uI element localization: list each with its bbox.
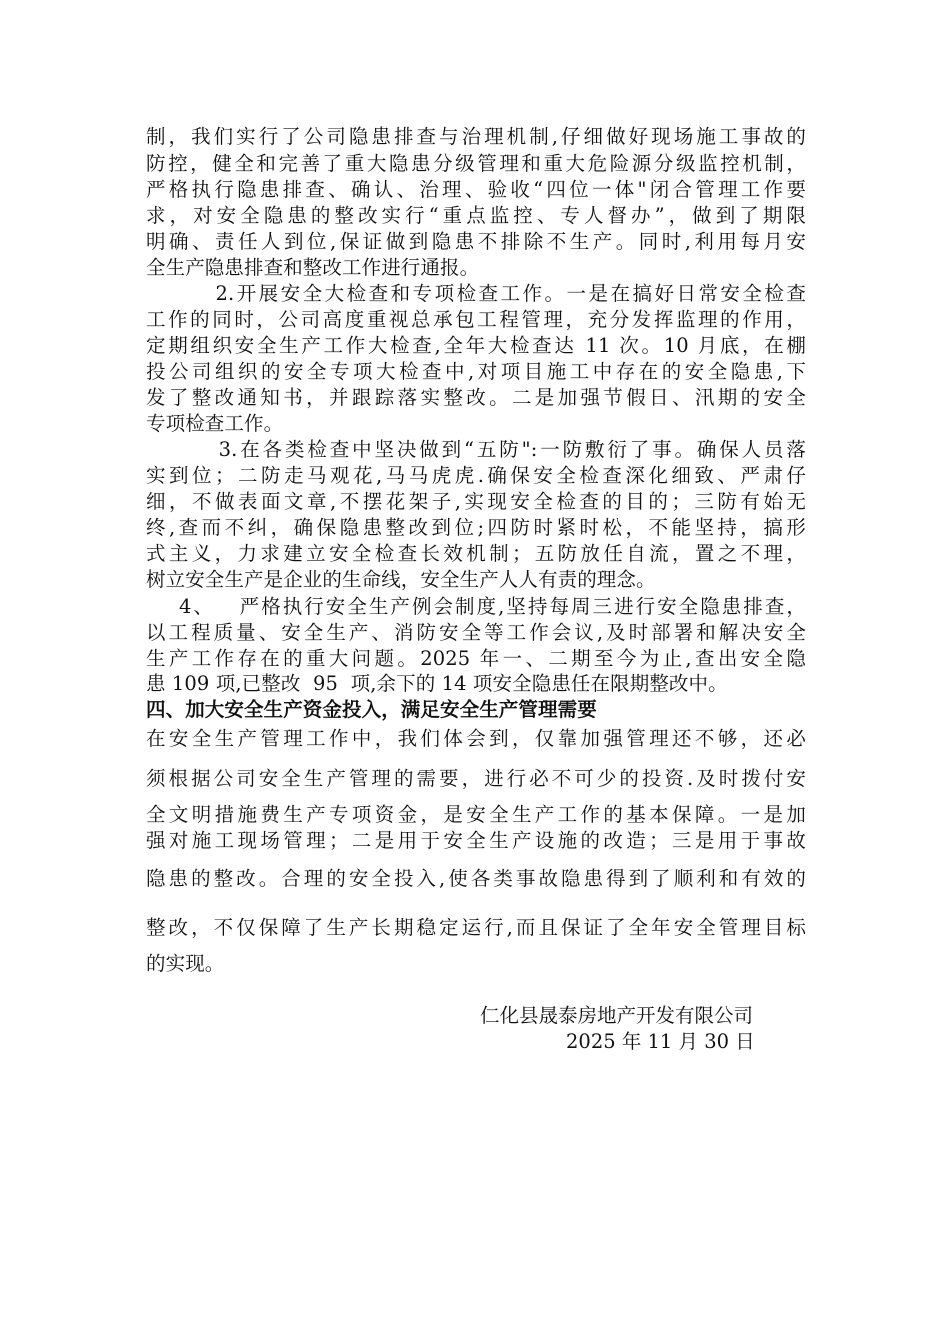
body-line: 树立安全生产是企业的生命线，安全生产人人有责的理念。: [146, 568, 656, 591]
body-line: 发了整改通知书，并跟踪落实整改。二是加强节假日、汛期的安全: [146, 386, 806, 409]
body-line: 整改，不仅保障了生产长期稳定运行,而且保证了全年安全管理目标: [146, 916, 806, 939]
body-line: 4、 严格执行安全生产例会制度,坚持每周三进行安全隐患排查，: [146, 595, 806, 618]
body-line: 定期组织安全生产工作大检查,全年大检查达 11 次。10 月底，在棚: [146, 334, 806, 357]
body-line: 患 109 项,已整改 95 项,余下的 14 项安全隐患任在限期整改中。: [146, 672, 728, 695]
signature-company: 仁化县晟泰房地产开发有限公司: [480, 1004, 754, 1027]
body-line: 专项检查工作。: [146, 412, 284, 435]
body-line: 3.在各类检查中坚决做到“五防":一防敷衍了事。确保人员落: [146, 438, 806, 461]
body-line: 全生产隐患排查和整改工作进行通报。: [146, 256, 480, 279]
body-line: 工作的同时，公司高度重视总承包工程管理，充分发挥监理的作用，: [146, 308, 806, 331]
body-line: 在安全生产管理工作中，我们体会到，仅靠加强管理还不够，还必: [146, 727, 806, 750]
body-line: 明确、责任人到位,保证做到隐患不排除不生产。同时,利用每月安: [146, 230, 806, 253]
section-heading: 四、加大安全生产资金投入，满足安全生产管理需要: [146, 698, 597, 721]
body-line: 严格执行隐患排查、确认、治理、验收“四位一体"闭合管理工作要: [146, 178, 806, 201]
body-line: 防控，健全和完善了重大隐患分级管理和重大危险源分级监控机制，: [146, 152, 806, 175]
body-line: 投公司组织的安全专项大检查中,对项目施工中存在的安全隐患,下: [146, 360, 806, 383]
body-line: 制，我们实行了公司隐患排查与治理机制,仔细做好现场施工事故的: [146, 125, 806, 148]
body-line: 全文明措施费生产专项资金，是安全生产工作的基本保障。一是加: [146, 803, 806, 826]
body-line: 以工程质量、安全生产、消防安全等工作会议,及时部署和解决安全: [146, 621, 806, 644]
signature-date: 2025 年 11 月 30 日: [566, 1030, 755, 1053]
body-line: 终,查而不纠，确保隐患整改到位;四防时紧时松，不能坚持，搞形: [146, 516, 806, 539]
body-line: 式主义，力求建立安全检查长效机制；五防放任自流，置之不理，: [146, 542, 806, 565]
body-line: 求，对安全隐患的整改实行“重点监控、专人督办”，做到了期限: [146, 204, 806, 227]
body-line: 强对施工现场管理；二是用于安全生产设施的改造；三是用于事故: [146, 829, 806, 852]
body-line: 须根据公司安全生产管理的需要，进行必不可少的投资.及时拨付安: [146, 767, 806, 790]
body-line: 的实现。: [146, 952, 225, 975]
body-line: 隐患的整改。合理的安全投入,使各类事故隐患得到了顺利和有效的: [146, 867, 806, 890]
body-line: 细，不做表面文章,不摆花架子,实现安全检查的目的；三防有始无: [146, 490, 806, 513]
body-line: 生产工作存在的重大问题。2025 年一、二期至今为止,查出安全隐: [146, 647, 806, 670]
body-line: 2.开展安全大检查和专项检查工作。一是在搞好日常安全检查: [146, 282, 806, 305]
body-line: 实到位；二防走马观花,马马虎虎.确保安全检查深化细致、严肃仔: [146, 464, 806, 487]
